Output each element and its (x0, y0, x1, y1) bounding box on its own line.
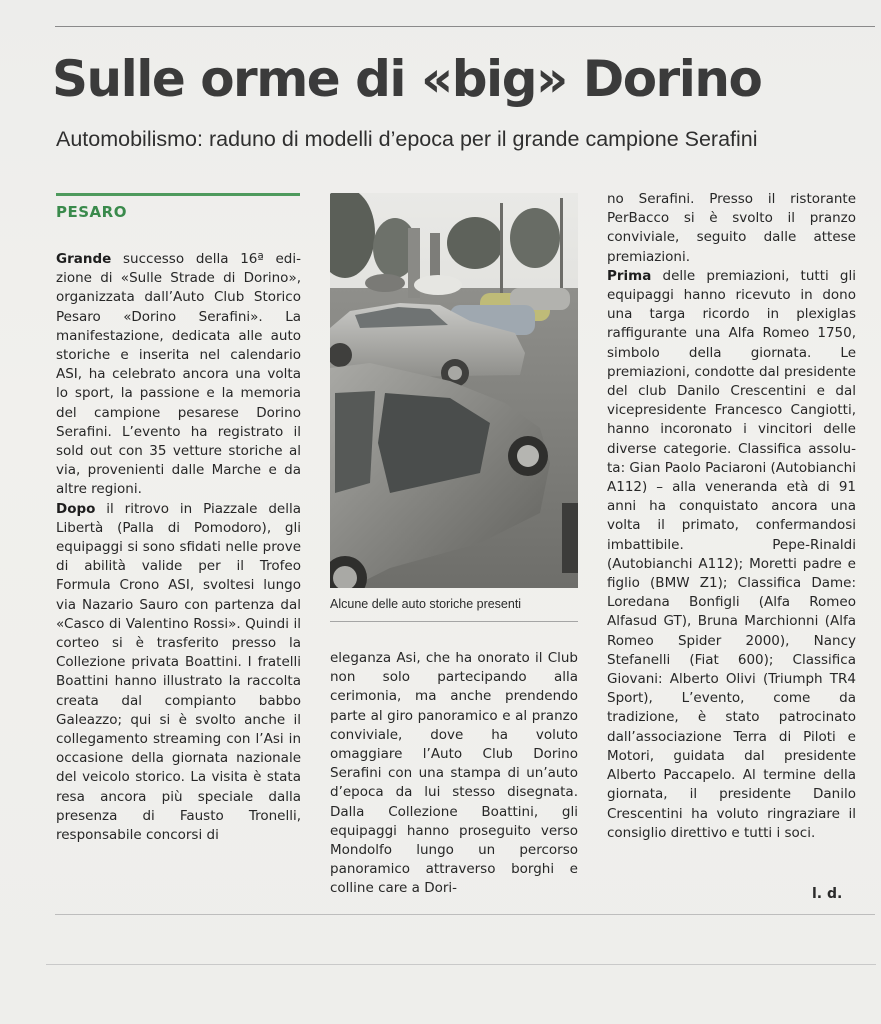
article-photo (330, 193, 578, 588)
page-edge-rule (46, 964, 876, 965)
article-column-2 (330, 649, 578, 899)
article-paragraph (607, 190, 856, 267)
paragraph-lead-word: Dopo (56, 500, 96, 517)
bottom-rule (55, 914, 875, 915)
author-signature: l. d. (812, 886, 843, 902)
article-paragraph (56, 250, 301, 500)
article-paragraph (330, 649, 578, 899)
article-column-3 (607, 190, 856, 843)
section-label: PESARO (56, 203, 127, 221)
article-column-1 (56, 250, 301, 845)
paragraph-text: eleganza Asi, che ha onorato il Club non solo partecipando alla cerimonia, ma anche prendendo parte al giro panoramico e al pranzo conviviale, dove ha voluto omaggiare l’Auto Club Dorino Serafini con una stampa di un’auto d’epoca da lui stesso disegnata. Dalla Collezione Boattini, gli equipaggi hanno proseguito verso Mondolfo lungo un percorso panoramico attraverso borghi e colline care a Dori- (330, 650, 578, 897)
paragraph-lead-word: Prima (607, 267, 652, 284)
paragraph-text: successo della 16ª edizione di «Sulle Strade di Dorino», organizzata dall’Auto Club Storico Pesaro «Dorino Serafini». La manifestazione, dedicata alle auto storiche e inserita nel calendario ASI, ha celebrato ancora una volta lo sport, la passione e la memoria del campione pesarese Dorino Serafini. L’evento ha registrato il sold out con 35 vetture storiche al via, provenienti dalle Marche e da altre regioni. (56, 251, 301, 498)
caption-rule (330, 621, 578, 622)
paragraph-lead-word: Grande (56, 251, 112, 267)
paragraph-text: delle premiazioni, tutti gli equipaggi hanno ricevuto in dono una targa ricordo in plexiglas raffigurante una Alfa Romeo 1750, simbolo della giornata. Le premiazioni, condotte dal presidente del club Danilo Crescentini e dal vicepresidente Francesco Cangiotti, hanno incoronato i vincitori delle diverse categorie. Classifica assoluta: Gian Paolo Paciaroni (Autobianchi A112) – alla veneranda età di 91 anni ha conquistato ancora una volta il primato, confermandosi imbattibile. Pepe-Rinaldi (Autobianchi A112); Moretti padre e figlio (BMW Z1); Classifica Dame: Loredana Bonfigli (Alfa Romeo Alfasud GT), Bruna Marchionni (Alfa Romeo Spider 2000), Nancy Stefanelli (Fiat 600); Classifica Giovani: Alberto Olivi (Triumph TR4 Sport), L’evento, come da tradizione, è stato patrocinato dall’associazione Terra di Piloti e Motori, guidata dal presidente Alberto Paccapelo. Al termine della giornata, il presidente Danilo Crescentini ha voluto ringraziare il consiglio direttivo e tutti i soci. (607, 267, 856, 841)
paragraph-text: il ritrovo in Piazzale della Libertà (Palla di Pomodoro), gli equipaggi si sono sfidati nelle prove di abilità valide per il Trofeo Formula Crono ASI, svoltesi lungo via Nazario Sauro con partenza dal «Casco di Valentino Rossi». Quindi il corteo si è trasferito presso la Collezione privata Boattini. I fratelli Boattini hanno illustrato la raccolta creata dal compianto babbo Galeazzo; qui si è svolto anche il collegamento streaming con l’Asi in occasione della giornata nazionale del veicolo storico. La visita è stata resa ancora più speciale dalla presenza di Fausto Tronelli, responsabile concorsi di (56, 500, 301, 844)
photo-caption: Alcune delle auto storiche presenti (330, 597, 522, 611)
section-rule (56, 193, 300, 196)
vintage-cars-photo (330, 193, 578, 588)
article-paragraph (607, 267, 856, 843)
paragraph-text: no Serafini. Presso il ristorante PerBacco si è svolto il pranzo conviviale, seguito dalle attese premiazioni. (607, 191, 856, 265)
subtitle: Automobilismo: raduno di modelli d’epoca per il grande campione Serafini (56, 127, 758, 151)
article-paragraph (56, 500, 301, 846)
top-rule (55, 26, 875, 27)
headline: Sulle orme di «big» Dorino (52, 50, 762, 108)
